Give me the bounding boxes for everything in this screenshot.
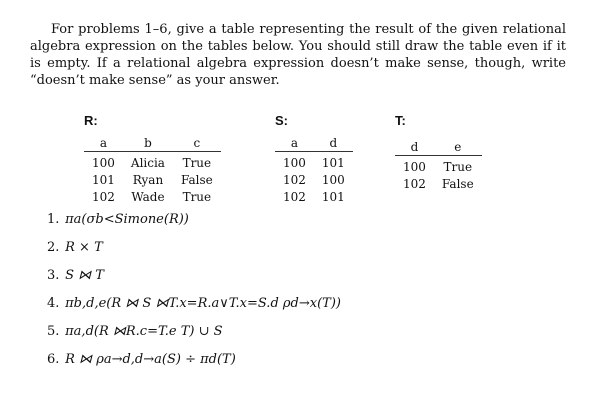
relation-r — [84, 113, 221, 205]
table-cell: 102 — [283, 190, 306, 204]
table-cell: 100 — [283, 156, 306, 170]
problem-expression: πa,d(R ⋈R.c=T.e T) ∪ S — [65, 324, 223, 339]
table-cell: 101 — [321, 190, 345, 204]
table-cell: Wade — [131, 190, 165, 204]
table-cell: False — [441, 177, 474, 191]
relation-name: T: — [395, 113, 406, 128]
table-cell: 102 — [403, 177, 426, 191]
table-cell: 100 — [92, 156, 115, 170]
column-header: d — [395, 140, 434, 156]
relation-table — [395, 140, 482, 192]
table-row — [395, 175, 482, 192]
problem-number: 3. — [47, 268, 60, 283]
table-cell: 101 — [92, 173, 115, 187]
instructions-paragraph: For problems 1–6, give a table representing the result of the given relational algebra expression on the tables below. You should still draw the table even if it is empty. If a relational algebra expression doesn’t make sense, though, write “doesn’t make sense” as your answer. — [30, 22, 566, 88]
table-cell: Ryan — [132, 173, 164, 187]
problem-list — [47, 210, 341, 378]
problem-expression: R ⋈ ρa→d,d→a(S) ÷ πd(T) — [65, 352, 236, 367]
column-header: b — [123, 136, 173, 152]
problem-number: 5. — [47, 324, 60, 339]
relation-table — [275, 136, 353, 205]
problem-number: 1. — [47, 212, 60, 227]
problem-expression: πb,d,e(R ⋈ S ⋈T.x=R.a∨T.x=S.d ρd→x(T)) — [65, 296, 341, 311]
table-row — [84, 152, 221, 172]
table-row — [275, 188, 353, 205]
relation-s — [275, 113, 353, 205]
column-header: e — [434, 140, 482, 156]
table-cell: True — [443, 160, 473, 174]
column-header: a — [84, 136, 123, 152]
problem-number: 2. — [47, 240, 60, 255]
table-cell: Alicia — [130, 156, 165, 170]
problem-item — [47, 350, 341, 378]
column-header: d — [314, 136, 353, 152]
table-cell: False — [180, 173, 213, 187]
table-cell: 101 — [321, 156, 345, 170]
problem-expression: S ⋈ T — [65, 268, 104, 283]
table-row — [275, 171, 353, 188]
problem-expression: πa(σb<Simone(R)) — [65, 212, 189, 227]
column-header: c — [173, 136, 221, 152]
relation-table — [84, 136, 221, 205]
table-row — [84, 188, 221, 205]
relation-name: S: — [275, 113, 288, 128]
problem-item — [47, 238, 341, 266]
table-row — [84, 171, 221, 188]
table-cell: 100 — [321, 173, 345, 187]
relation-name: R: — [84, 113, 98, 128]
problem-item — [47, 210, 341, 238]
table-cell: 100 — [403, 160, 426, 174]
problem-item — [47, 266, 341, 294]
table-cell: 102 — [283, 173, 306, 187]
table-row — [395, 156, 482, 176]
problem-item — [47, 322, 341, 350]
column-header: a — [275, 136, 314, 152]
problem-number: 6. — [47, 352, 60, 367]
table-cell: True — [182, 190, 212, 204]
problem-expression: R × T — [65, 240, 103, 255]
table-row — [275, 152, 353, 172]
problem-number: 4. — [47, 296, 60, 311]
relation-t — [395, 113, 482, 192]
problem-item — [47, 294, 341, 322]
table-cell: True — [182, 156, 212, 170]
table-cell: 102 — [92, 190, 115, 204]
